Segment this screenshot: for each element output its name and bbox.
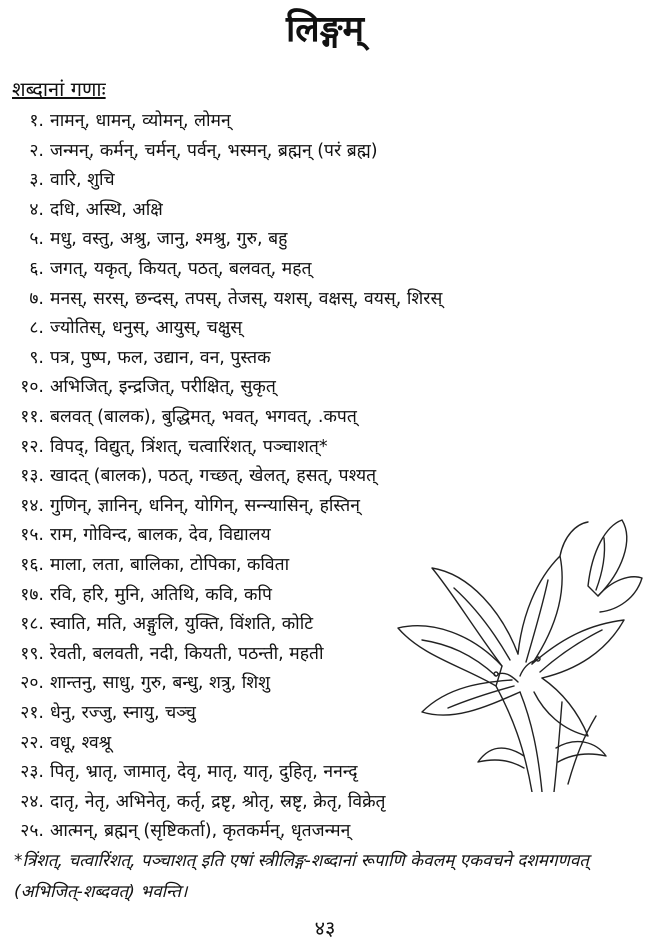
list-item [14, 611, 313, 637]
list-item [14, 167, 115, 193]
list-item [14, 552, 289, 578]
section-heading: शब्दानां गणाः [12, 77, 106, 101]
list-item [14, 700, 196, 726]
item-text: पत्र, पुष्प, फल, उद्यान, वन, पुस्तक [50, 347, 271, 368]
item-number: १. [29, 111, 44, 131]
item-number: ५. [29, 229, 44, 250]
list-item [14, 197, 163, 223]
item-text: गुणिन्, ज्ञानिन्, धनिन्, योगिन्, सन्न्यासिन्, हस्तिन् [50, 495, 360, 516]
item-number: २५. [20, 821, 44, 842]
list-item [14, 315, 242, 341]
item-number: ९. [29, 347, 44, 368]
list-item [14, 522, 271, 548]
item-number: १३. [20, 466, 44, 487]
item-number: १८. [20, 614, 44, 635]
item-number: १७. [20, 584, 44, 605]
list-item [14, 286, 442, 312]
item-text: पितृ, भ्रातृ, जामातृ, देवृ, मातृ, यातृ, दुहितृ, ननन्दृ [50, 762, 358, 783]
page-number: ४३ [314, 916, 336, 940]
list-item [14, 138, 378, 164]
item-text: रेवती, बलवती, नदी, कियती, पठन्ती, महती [50, 643, 324, 664]
item-number: १०. [20, 377, 44, 398]
list-item [14, 730, 111, 756]
list-item [14, 226, 287, 252]
item-text: स्वाति, मति, अङ्गुलि, युक्ति, विंशति, कोटि [50, 614, 314, 635]
item-number: १५. [20, 525, 44, 546]
flower-illustration [392, 516, 644, 792]
item-number: १४. [20, 495, 44, 516]
list-item [14, 670, 270, 696]
item-number: ११. [20, 407, 44, 427]
list-item [14, 493, 360, 519]
footnote: *त्रिंशत्, चत्वारिंशत्, पञ्चाशत् इति एषां स्त्रीलिङ्ग-शब्दानां रूपाणि केवलम् एकवचने दशमगणवत् (अभिजित्-शब्दवत्) भवन्ति। [14, 851, 589, 902]
item-number: १९. [20, 643, 44, 664]
item-text: बलवत् (बालक), बुद्धिमत्, भवत्, भगवत्, .कपत् [50, 407, 357, 427]
list-item [14, 463, 376, 489]
item-number: १२. [20, 436, 44, 457]
list-item [14, 256, 311, 282]
page-title: लिङ्गम् [285, 9, 365, 50]
item-text: दातृ, नेतृ, अभिनेतृ, कर्तृ, द्रष्टृ, श्रोतृ, स्रष्टृ, क्रेतृ, विक्रेतृ [50, 791, 386, 812]
list-item [14, 759, 358, 785]
list-item [14, 818, 350, 844]
item-text: जगत्, यकृत्, कियत्, पठत्, बलवत्, महत् [50, 259, 312, 279]
item-number: ४. [29, 199, 44, 220]
item-text: रवि, हरि, मुनि, अतिथि, कवि, कपि [50, 584, 272, 605]
item-text: दधि, अस्थि, अक्षि [50, 199, 163, 220]
item-number: २१. [20, 703, 44, 723]
list-item [14, 582, 272, 608]
item-number: २३. [20, 762, 44, 783]
item-text: मनस्, सरस्, छन्दस्, तपस्, तेजस्, यशस्, वक्षस्, वयस्, शिरस् [50, 288, 443, 309]
item-text: राम, गोविन्द, बालक, देव, विद्यालय [50, 525, 271, 546]
item-text: नामन्, धामन्, व्योमन्, लोमन् [50, 111, 231, 131]
list-item [14, 789, 386, 815]
list-item [14, 641, 324, 667]
item-text: ज्योतिस्, धनुस्, आयुस्, चक्षुस् [50, 318, 243, 339]
list-item [14, 108, 231, 134]
item-number: ८. [29, 318, 44, 339]
list-item [14, 374, 276, 400]
item-number: १६. [20, 555, 44, 575]
item-text: धेनु, रज्जु, स्नायु, चञ्चु [50, 703, 196, 723]
list-item [14, 434, 328, 460]
item-number: २४. [20, 791, 44, 812]
item-text: विपद्, विद्युत्, त्रिंशत्, चत्वारिंशत्, पञ्चाशत्* [50, 436, 328, 457]
item-number: २०. [20, 673, 44, 694]
item-text: माला, लता, बालिका, टोपिका, कविता [50, 555, 290, 575]
item-text: वधू, श्वश्रू [50, 732, 112, 753]
item-text: खादत् (बालक), पठत्, गच्छत्, खेलत्, हसत्, पश्यत् [50, 466, 377, 487]
item-text: वारि, शुचि [50, 170, 115, 191]
list-item [14, 345, 271, 371]
list-item [14, 404, 357, 430]
item-number: ३. [29, 170, 44, 191]
item-number: २. [29, 140, 44, 161]
item-text: अभिजित्, इन्द्रजित्, परीक्षित्, सुकृत् [50, 377, 276, 398]
item-text: शान्तनु, साधु, गुरु, बन्धु, शत्रु, शिशु [50, 673, 271, 694]
item-text: मधु, वस्तु, अश्रु, जानु, श्मश्रु, गुरु, बहु [50, 229, 288, 250]
item-number: २२. [20, 732, 44, 753]
item-text: आत्मन्, ब्रह्मन् (सृष्टिकर्ता), कृतकर्मन्, धृतजन्मन् [50, 821, 351, 842]
item-number: ७. [29, 288, 44, 309]
item-number: ६. [29, 259, 44, 279]
item-text: जन्मन्, कर्मन्, चर्मन्, पर्वन्, भस्मन्, ब्रह्मन् (परं ब्रह्म) [50, 140, 378, 161]
